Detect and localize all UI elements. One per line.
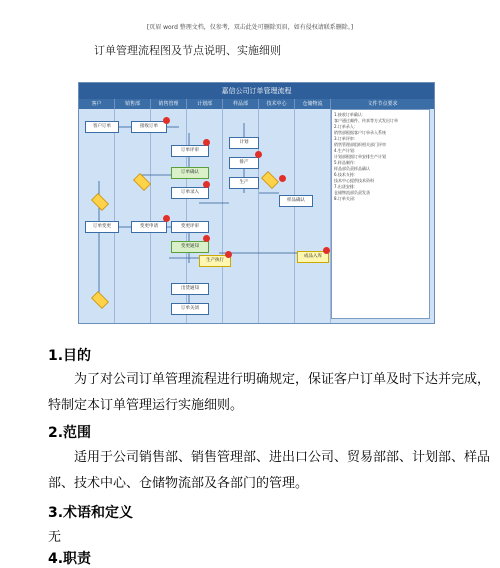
node-change-notice: 变更通知 — [171, 241, 209, 253]
lane-header: 销售部 — [115, 99, 151, 109]
scope-paragraph-line-1: 适用于公司销售部、销售管理部、进出口公司、贸易部部、计划部、样品 — [74, 450, 491, 465]
note-line: 2.订单录入： — [334, 124, 358, 129]
node-change-review: 变更评审 — [171, 221, 209, 233]
note-line: 7.出货安排： — [334, 184, 358, 189]
section-heading-purpose: 1.目的 — [48, 348, 92, 364]
note-line: 技术中心提供技术资料 — [334, 178, 374, 183]
step-marker — [203, 235, 210, 242]
step-marker — [255, 151, 262, 158]
flowchart-title: 嘉信公司订单管理流程 — [79, 83, 434, 99]
node-customer-change: 订单变更 — [85, 221, 119, 233]
note-line: 1.接收订单确认： — [334, 112, 366, 117]
node-order-entry: 订单录入 — [171, 187, 209, 199]
purpose-paragraph-line-2: 特制定本订单管理运行实施细则。 — [48, 398, 244, 413]
step-marker — [279, 175, 286, 182]
node-sample: 样品确认 — [279, 195, 313, 207]
node-requirements-panel — [331, 109, 430, 319]
lane-header-standards: 文件节点要求 — [331, 99, 434, 109]
node-shipment: 出货通知 — [171, 283, 209, 295]
note-line: 4.生产计划： — [334, 148, 358, 153]
note-line: 客户通过邮件、传真等方式发出订单 — [334, 118, 398, 123]
lane-header: 仓储物流 — [295, 99, 331, 109]
note-line: 6.技术支持： — [334, 172, 358, 177]
scope-paragraph-line-2: 部、技术中心、仓储物流部及各部门的管理。 — [48, 476, 309, 491]
note-line: 计划部根据订单安排生产计划 — [334, 154, 386, 159]
note-line: 仓储物流部负责发货 — [334, 190, 370, 195]
note-line: 5.样品制作： — [334, 160, 358, 165]
purpose-paragraph-line-1: 为了对公司订单管理流程进行明确规定，保证客户订单及时下达并完成， — [74, 372, 491, 387]
node-customer-order: 客户订单 — [85, 121, 119, 133]
lane-header: 客户 — [79, 99, 115, 109]
section-heading-scope: 2.范围 — [48, 425, 92, 441]
step-marker — [203, 139, 210, 146]
step-marker — [163, 215, 170, 222]
lane-header: 销售管理 — [151, 99, 187, 109]
node-close: 订单关闭 — [171, 303, 209, 315]
step-marker — [203, 181, 210, 188]
node-production-execute: 生产执行 — [199, 255, 231, 267]
document-title: 订单管理流程图及节点说明、实施细则 — [94, 44, 281, 57]
lane-header: 计划部 — [187, 99, 223, 109]
note-line: 销售管理部组织相关部门评审 — [334, 142, 386, 147]
section-heading-terms: 3.术语和定义 — [48, 505, 134, 521]
node-change-apply: 变更申请 — [131, 221, 167, 233]
node-stock-in: 成品入库 — [297, 251, 329, 263]
node-schedule: 排产 — [229, 157, 259, 169]
note-line: 样品部负责样品确认 — [334, 166, 370, 171]
node-receive-order: 接收订单 — [131, 121, 167, 133]
step-marker — [323, 247, 330, 254]
lane-header: 样品部 — [223, 99, 259, 109]
note-line: 3.订单评审： — [334, 136, 358, 141]
note-line: 8.订单关闭： — [334, 196, 358, 201]
step-marker — [225, 251, 232, 258]
page-header-note: [页眉 word 整理文档，仅参考，双击此处可删除页眉，如有侵权请联系删除。] — [146, 24, 354, 31]
section-heading-duties: 4.职责 — [48, 551, 92, 567]
node-order-confirm: 订单确认 — [171, 167, 209, 179]
terms-body: 无 — [48, 530, 62, 545]
node-plan: 计划 — [229, 137, 259, 149]
node-produce: 生产 — [229, 177, 259, 189]
step-marker — [163, 117, 170, 124]
node-order-review: 订单评审 — [171, 145, 209, 157]
flowchart — [78, 82, 435, 324]
lane-header: 技术中心 — [259, 99, 295, 109]
note-line: 销售部根据客户订单录入系统 — [334, 130, 386, 135]
